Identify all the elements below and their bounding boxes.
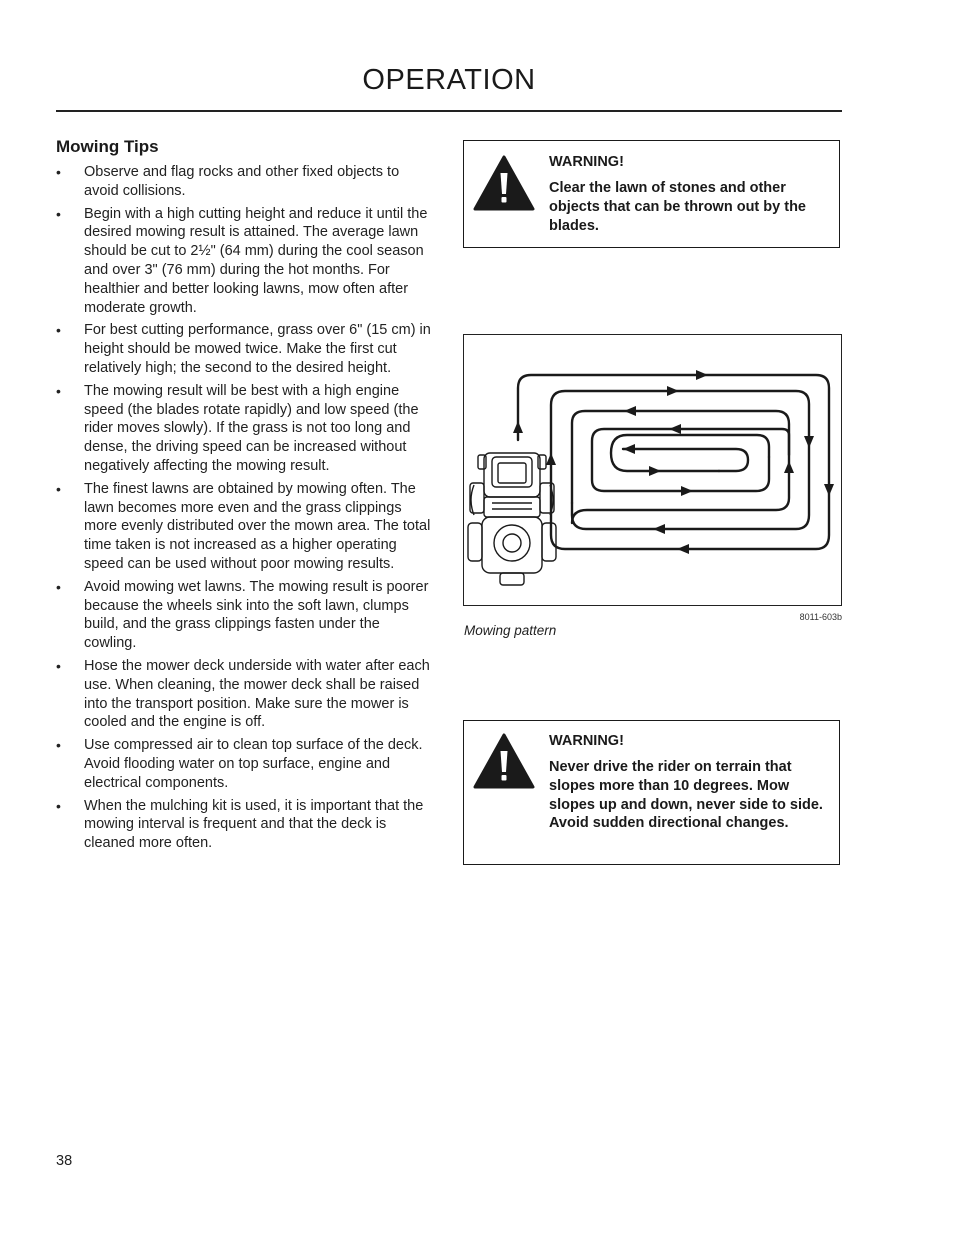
page-number: 38 — [56, 1153, 73, 1169]
mowing-tips-column — [56, 136, 436, 857]
bullet-icon: • — [56, 322, 61, 339]
list-item-text: Avoid mowing wet lawns. The mowing result is poorer because the wheels sink into the soft lawn, clumps build, and the grass clippings fasten under the cowling. — [84, 578, 429, 652]
bullet-icon: • — [56, 382, 61, 399]
list-item — [56, 321, 436, 377]
warning-text: Never drive the rider on terrain that slopes more than 10 degrees. Mow slopes up and down, never side to side. Avoid sudden directional changes. — [549, 759, 823, 832]
warning-box-slopes — [463, 720, 840, 865]
bullet-icon: • — [56, 480, 61, 497]
list-item-text: The finest lawns are obtained by mowing often. The lawn becomes more even and the grass clippings more evenly distributed over the mown area. The total time taken is not increased as a higher operating speed can be used without poor mowing results. — [84, 480, 431, 572]
list-item-text: The mowing result will be best with a high engine speed (the blades rotate rapidly) and low speed (the rider moves slowly). If the grass is not too long and dense, the driving speed can be increased without negatively affecting the mowing result. — [84, 382, 419, 474]
warning-title: WARNING! — [549, 733, 624, 749]
list-item-text: Hose the mower deck underside with water after each use. When cleaning, the mower deck shall be raised into the transport position. Make sure the mower is cooled and the engine is off. — [84, 657, 430, 731]
list-item — [56, 382, 436, 476]
warning-text: Clear the lawn of stones and other objects that can be thrown out by the blades. — [549, 180, 806, 234]
warning-title: WARNING! — [549, 154, 624, 170]
figure-caption: Mowing pattern — [464, 623, 557, 638]
warning-box-stones — [463, 140, 840, 248]
mowing-pattern-illustration — [464, 335, 841, 605]
list-item-text: Begin with a high cutting height and reduce it until the desired mowing result is attained. The average lawn should be cut to 2½" (64 mm) during the cool season and over 3" (76 mm) during the hot months. For healthier and better looking lawns, mow often after moderate growth. — [84, 205, 428, 316]
list-item — [56, 205, 436, 318]
mowing-path — [518, 375, 829, 549]
list-item — [56, 163, 436, 201]
list-item-text: For best cutting performance, grass over 6" (15 cm) in height should be mowed twice. Make the first cut relatively high; the second to the desired height. — [84, 322, 431, 376]
list-item — [56, 657, 436, 732]
section-title: OPERATION — [362, 64, 536, 96]
list-item-text: Use compressed air to clean top surface of the deck. Avoid flooding water on top surface, engine and electrical components. — [84, 737, 423, 791]
list-item-text: Observe and flag rocks and other fixed objects to avoid collisions. — [84, 164, 400, 199]
warning-triangle-icon — [473, 155, 535, 211]
riding-mower-icon — [468, 453, 556, 585]
bullet-icon: • — [56, 205, 61, 222]
direction-arrows — [513, 370, 834, 554]
bullet-icon: • — [56, 164, 61, 180]
bullet-icon: • — [56, 578, 61, 595]
list-item — [56, 480, 436, 574]
bullet-icon: • — [56, 657, 61, 674]
mowing-tips-heading: Mowing Tips — [56, 137, 159, 156]
mowing-pattern-figure — [463, 334, 842, 606]
title-divider — [56, 110, 842, 112]
list-item — [56, 797, 436, 853]
list-item — [56, 736, 436, 792]
mowing-tips-list — [56, 163, 436, 853]
figure-code: 8011-603b — [799, 612, 842, 622]
bullet-icon: • — [56, 737, 61, 754]
warning-triangle-icon — [473, 733, 535, 789]
bullet-icon: • — [56, 797, 61, 814]
list-item — [56, 578, 436, 653]
list-item-text: When the mulching kit is used, it is important that the mowing interval is frequent and that the deck is cleaned more often. — [84, 797, 424, 852]
